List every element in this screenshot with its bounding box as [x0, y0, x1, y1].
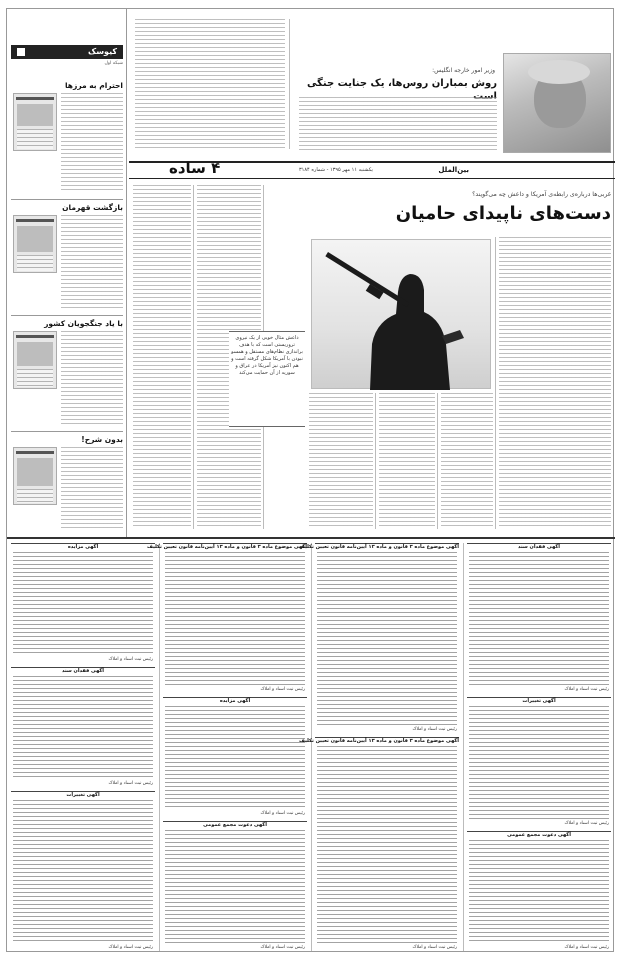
top-story — [129, 9, 615, 159]
lead-headline: دست‌های ناپیدای حامیان — [395, 203, 611, 224]
section-name: بین‌الملل — [438, 166, 469, 174]
classified-ad: آگهی فقدان سند رئیس ثبت اسناد و املاک — [467, 543, 611, 693]
date-line: یکشنبه ۱۱ مهر ۱۳۹۵ - شماره ۳۱۸۴ — [299, 167, 373, 173]
kiosk-icon — [17, 48, 25, 56]
section-bar — [129, 161, 615, 179]
lead-story — [129, 181, 615, 537]
classified-ad: آگهی موضوع ماده ۳ قانون و ماده ۱۳ آیین‌نامه قانون تعیین تکلیف رئیس ثبت اسناد و املاک — [299, 738, 459, 950]
lead-col-1 — [133, 185, 191, 529]
kiosk-sidebar — [7, 9, 127, 537]
top-story-text-right — [299, 97, 497, 151]
classified-ad: آگهی مزایده رئیس ثبت اسناد و املاک — [11, 543, 155, 663]
lead-col-5 — [441, 393, 493, 529]
classified-ad: آگهی فقدان سند رئیس ثبت اسناد و املاک — [11, 667, 155, 787]
classified-ad: آگهی مزایده رئیس ثبت اسناد و املاک — [163, 697, 307, 817]
lead-pullquote: داعش مثال خوبی از یک نیروی تروریستی است که با هدف براندازی نظام‌های مستقل و همسو نبودن با آمریکا شکل گرفته است و هم اکنون نیز آمریکا در عراق و سوریه از آن حمایت می‌کند — [229, 331, 305, 427]
kiosk-item-title: بازگشت قهرمان — [62, 203, 123, 212]
kiosk-item-text — [61, 93, 123, 193]
author-photo — [503, 53, 611, 153]
newspaper-thumbnail — [13, 93, 57, 151]
militant-photo — [311, 239, 491, 389]
kiosk-item — [11, 81, 123, 197]
lead-col-4 — [379, 393, 435, 529]
kiosk-item — [11, 435, 123, 533]
kiosk-item-text — [61, 447, 123, 529]
kiosk-item-title: بدون شرح! — [81, 435, 123, 444]
militant-silhouette — [310, 240, 490, 390]
newspaper-page — [6, 8, 614, 952]
kiosk-item-text — [61, 215, 123, 309]
newspaper-thumbnail — [13, 447, 57, 505]
classified-ad: آگهی موضوع ماده ۳ قانون و ماده ۱۳ آیین‌نامه قانون تعیین تکلیف رئیس ثبت اسناد و املاک — [299, 544, 459, 732]
kiosk-label: کیوسک — [88, 47, 117, 56]
lead-col-3 — [309, 393, 373, 529]
kiosk-item-title: احترام به مرزها — [64, 81, 123, 90]
classifieds — [7, 541, 615, 953]
kiosk-item — [11, 203, 123, 313]
classified-ad: آگهی تغییرات رئیس ثبت اسناد و املاک — [11, 791, 155, 951]
newspaper-thumbnail — [13, 331, 57, 389]
kiosk-header — [11, 45, 123, 59]
kiosk-sub: شبکه اول — [104, 61, 123, 66]
kiosk-item — [11, 319, 123, 429]
kiosk-item-text — [61, 331, 123, 425]
lead-kicker: غربی‌ها درباره‌ی رابطه‌ی آمریکا و داعش چه می‌گویند؟ — [472, 191, 611, 198]
top-story-text-left — [135, 19, 285, 149]
classified-ad: آگهی موضوع ماده ۳ قانون و ماده ۱۳ آیین‌نامه قانون تعیین تکلیف رئیس ثبت اسناد و املاک — [147, 544, 307, 692]
kiosk-item-title: با یاد جنگجویان کشور — [44, 319, 123, 328]
section-logo: ۴ ساده — [169, 159, 221, 177]
lead-col-6 — [499, 237, 611, 529]
top-story-kicker: وزیر امور خارجه انگلیس: — [432, 67, 495, 74]
newspaper-thumbnail — [13, 215, 57, 273]
top-story-headline: روش بمباران روس‌ها، یک جنایت جنگی — [306, 78, 497, 89]
classified-ad: آگهی دعوت مجمع عمومی رئیس ثبت اسناد و املاک — [467, 831, 611, 951]
classified-ad: آگهی تغییرات رئیس ثبت اسناد و املاک — [467, 697, 611, 827]
classified-ad: آگهی دعوت مجمع عمومی رئیس ثبت اسناد و املاک — [163, 821, 307, 951]
